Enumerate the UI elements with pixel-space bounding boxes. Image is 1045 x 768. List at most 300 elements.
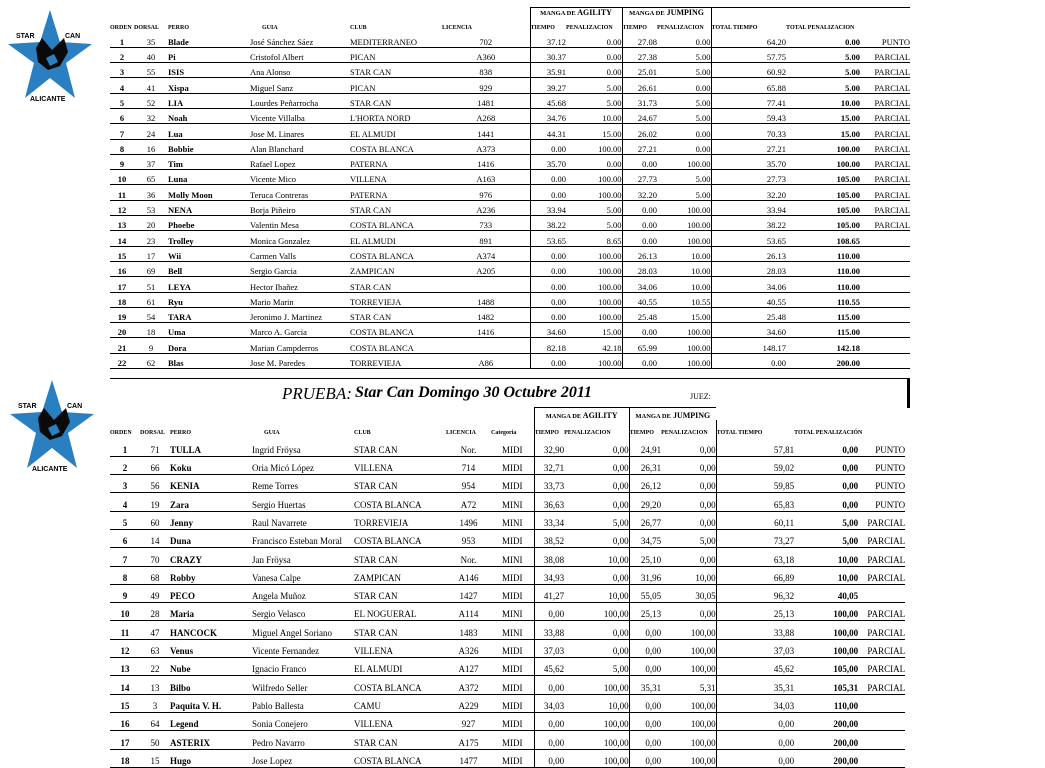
agility-tiempo-cell: 37.12 xyxy=(530,32,566,47)
total-tiempo-cell: 0,00 xyxy=(716,749,794,767)
agility-tiempo-cell: 33,88 xyxy=(534,621,564,639)
agility-tiempo-cell: 34,93 xyxy=(534,566,564,584)
jumping-pen-cell: 10.55 xyxy=(657,292,711,307)
orden-cell: 1 xyxy=(110,438,140,456)
guia-cell: Vanesa Calpe xyxy=(252,566,354,584)
categoria-cell: MIDI xyxy=(491,731,534,749)
calificacion-cell: PARCIAL xyxy=(860,139,910,154)
dorsal-cell: 52 xyxy=(134,93,168,108)
jumping-tiempo-cell: 0.00 xyxy=(622,353,657,368)
total-pen-cell: 5,00 xyxy=(794,511,858,529)
table-row xyxy=(110,32,910,47)
dorsal-cell: 49 xyxy=(140,584,170,602)
table-row xyxy=(110,511,905,529)
orden-cell: 2 xyxy=(110,456,140,474)
jumping-pen-cell: 100.00 xyxy=(657,338,711,353)
calificacion-cell: PARCIAL xyxy=(860,200,910,215)
categoria-cell: MINI xyxy=(491,548,534,566)
guia-cell: Jan Fröysa xyxy=(252,548,354,566)
table-row xyxy=(110,731,905,749)
orden-cell: 16 xyxy=(110,712,140,730)
calificacion-cell: PUNTO xyxy=(858,456,905,474)
agility-pen-cell: 100,00 xyxy=(564,731,629,749)
calificacion-cell: PARCIAL xyxy=(858,548,905,566)
col-jumping-pen: PENALIZACION xyxy=(657,25,704,31)
total-pen-cell: 110.00 xyxy=(786,246,860,261)
agility-pen-cell: 100.00 xyxy=(566,261,622,276)
col-jumping-tiempo: TIEMPO xyxy=(622,17,657,32)
licencia-cell: A360 xyxy=(442,47,530,62)
guia-cell: Marian Campderros xyxy=(250,338,350,353)
total-pen-cell: 142.18 xyxy=(786,338,860,353)
perro-cell: Phoebe xyxy=(168,216,250,231)
perro-cell: CRAZY xyxy=(170,548,252,566)
table-row xyxy=(110,78,910,93)
jumping-tiempo-cell: 26,77 xyxy=(629,511,661,529)
dorsal-cell: 47 xyxy=(140,621,170,639)
agility-tiempo-cell: 0.00 xyxy=(530,170,566,185)
agility-tiempo-cell: 35.70 xyxy=(530,154,566,169)
agility-tiempo-cell: 0.00 xyxy=(530,307,566,322)
agility-tiempo-cell: 0,00 xyxy=(534,749,564,767)
guia-cell: Pablo Ballesta xyxy=(252,694,354,712)
dorsal-cell: 65 xyxy=(134,170,168,185)
guia-cell: Jeronimo J. Martinez xyxy=(250,307,350,322)
total-pen-cell: 100,00 xyxy=(794,639,858,657)
club-cell: VILLENA xyxy=(350,170,442,185)
star-logo-icon xyxy=(10,378,95,473)
agility-tiempo-cell: 35.91 xyxy=(530,63,566,78)
col-licencia: LICENCIA xyxy=(446,430,477,436)
results-table-2-block xyxy=(110,407,905,768)
total-pen-cell: 5.00 xyxy=(786,47,860,62)
jumping-tiempo-cell: 34.06 xyxy=(622,277,657,292)
perro-cell: Paquita V. H. xyxy=(170,694,252,712)
col-agility-tiempo: TIEMPO xyxy=(530,17,566,32)
jumping-pen-cell: 0,00 xyxy=(661,511,716,529)
club-cell: CAMU xyxy=(354,694,446,712)
club-cell: STAR CAN xyxy=(354,584,446,602)
guia-cell: Sonia Conejero xyxy=(252,712,354,730)
total-pen-cell: 105,31 xyxy=(794,676,858,694)
orden-cell: 4 xyxy=(110,493,140,511)
col-total-pen: TOTAL PENALIZACIÓN xyxy=(794,430,863,436)
total-tiempo-cell: 35,31 xyxy=(716,676,794,694)
guia-cell: Wilfredo Seller xyxy=(252,676,354,694)
dorsal-cell: 41 xyxy=(134,78,168,93)
total-tiempo-cell: 59,02 xyxy=(716,456,794,474)
col-club: CLUB xyxy=(354,430,371,436)
guia-cell: Mario Marin xyxy=(250,292,350,307)
agility-pen-cell: 100,00 xyxy=(564,749,629,767)
total-tiempo-cell: 0,00 xyxy=(716,731,794,749)
jumping-tiempo-cell: 26.02 xyxy=(622,124,657,139)
guia-cell: Reme Torres xyxy=(252,475,354,493)
dorsal-cell: 22 xyxy=(140,658,170,676)
col-perro: PERRO xyxy=(170,430,191,436)
licencia-cell: A372 xyxy=(446,676,491,694)
orden-cell: 9 xyxy=(110,584,140,602)
jumping-tiempo-cell: 24.67 xyxy=(622,108,657,123)
dorsal-cell: 17 xyxy=(134,246,168,261)
club-cell: ZAMPICAN xyxy=(350,261,442,276)
guia-cell: Sergio Garcia xyxy=(250,261,350,276)
jumping-tiempo-cell: 27.21 xyxy=(622,139,657,154)
total-tiempo-cell: 40.55 xyxy=(711,292,786,307)
orden-cell: 6 xyxy=(110,108,134,123)
calificacion-cell: PARCIAL xyxy=(858,566,905,584)
total-tiempo-cell: 34.06 xyxy=(711,277,786,292)
table-row xyxy=(110,529,905,547)
categoria-cell: MIDI xyxy=(491,475,534,493)
orden-cell: 3 xyxy=(110,63,134,78)
dorsal-cell: 62 xyxy=(134,353,168,368)
total-tiempo-cell: 60.92 xyxy=(711,63,786,78)
calificacion-cell: PUNTO xyxy=(858,438,905,456)
club-cell: PATERNA xyxy=(350,185,442,200)
calificacion-cell: PUNTO xyxy=(858,493,905,511)
orden-cell: 15 xyxy=(110,246,134,261)
total-tiempo-cell: 64.20 xyxy=(711,32,786,47)
svg-text:CAN: CAN xyxy=(65,33,81,40)
total-pen-cell: 108.65 xyxy=(786,231,860,246)
table-row xyxy=(110,621,905,639)
agility-tiempo-cell: 33.94 xyxy=(530,200,566,215)
calificacion-cell: PARCIAL xyxy=(858,603,905,621)
guia-cell: Oria Micó López xyxy=(252,456,354,474)
licencia-cell: 1427 xyxy=(446,584,491,602)
perro-cell: Robby xyxy=(170,566,252,584)
perro-cell: Noah xyxy=(168,108,250,123)
licencia-cell: 1441 xyxy=(442,124,530,139)
agility-group-header: MANGA DE AGILITY xyxy=(530,8,622,18)
jumping-tiempo-cell: 27.38 xyxy=(622,47,657,62)
guia-cell: Vicente Mico xyxy=(250,170,350,185)
prueba-label: PRUEBA: xyxy=(282,384,352,403)
agility-tiempo-cell: 34.76 xyxy=(530,108,566,123)
agility-tiempo-cell: 38,52 xyxy=(534,529,564,547)
total-pen-cell: 110.55 xyxy=(786,292,860,307)
categoria-cell: MIDI xyxy=(491,694,534,712)
agility-pen-cell: 0,00 xyxy=(564,639,629,657)
jumping-tiempo-cell: 25.01 xyxy=(622,63,657,78)
jumping-pen-cell: 0,00 xyxy=(661,548,716,566)
licencia-cell: 954 xyxy=(446,475,491,493)
table-row xyxy=(110,712,905,730)
licencia-cell: Nor. xyxy=(446,548,491,566)
perro-cell: Luna xyxy=(168,170,250,185)
guia-cell: Jose M. Linares xyxy=(250,124,350,139)
categoria-cell: MIDI xyxy=(491,749,534,767)
agility-tiempo-cell: 0,00 xyxy=(534,676,564,694)
agility-pen-cell: 5,00 xyxy=(564,511,629,529)
agility-pen-cell: 100.00 xyxy=(566,170,622,185)
calificacion-cell: PARCIAL xyxy=(858,511,905,529)
table-row xyxy=(110,139,910,154)
calificacion-cell xyxy=(858,731,905,749)
jumping-tiempo-cell: 26.13 xyxy=(622,246,657,261)
club-cell: COSTA BLANCA xyxy=(354,529,446,547)
orden-cell: 22 xyxy=(110,353,134,368)
guia-cell: Ana Alonso xyxy=(250,63,350,78)
svg-text:STAR: STAR xyxy=(16,33,35,40)
table-row xyxy=(110,63,910,78)
col-licencia: LICENCIA xyxy=(442,25,473,31)
calificacion-cell: PARCIAL xyxy=(860,154,910,169)
total-pen-cell: 105.00 xyxy=(786,216,860,231)
jumping-tiempo-cell: 0.00 xyxy=(622,200,657,215)
agility-tiempo-cell: 0,00 xyxy=(534,712,564,730)
licencia-cell: A268 xyxy=(442,108,530,123)
guia-cell: Pedro Navarro xyxy=(252,731,354,749)
dorsal-cell: 15 xyxy=(140,749,170,767)
jumping-tiempo-cell: 26,12 xyxy=(629,475,661,493)
club-cell: VILLENA xyxy=(354,712,446,730)
licencia-cell: Nor. xyxy=(446,438,491,456)
total-pen-cell: 115.00 xyxy=(786,307,860,322)
club-cell: STAR CAN xyxy=(354,621,446,639)
club-cell: EL NOGUERAL xyxy=(354,603,446,621)
club-cell: EL ALMUDI xyxy=(350,231,442,246)
table-row xyxy=(110,246,910,261)
table-row xyxy=(110,200,910,215)
total-tiempo-cell: 33.94 xyxy=(711,200,786,215)
club-cell: STAR CAN xyxy=(354,438,446,456)
licencia-cell: 702 xyxy=(442,32,530,47)
guia-cell: Teruca Contreras xyxy=(250,185,350,200)
licencia-cell: 1416 xyxy=(442,154,530,169)
orden-cell: 8 xyxy=(110,139,134,154)
total-tiempo-cell: 148.17 xyxy=(711,338,786,353)
perro-cell: Hugo xyxy=(170,749,252,767)
total-pen-cell: 200,00 xyxy=(794,731,858,749)
jumping-pen-cell: 10.00 xyxy=(657,246,711,261)
jumping-tiempo-cell: 0.00 xyxy=(622,216,657,231)
total-tiempo-cell: 0,00 xyxy=(716,712,794,730)
jumping-pen-cell: 0,00 xyxy=(661,456,716,474)
col-dorsal: DORSAL xyxy=(134,25,160,31)
agility-tiempo-cell: 45,62 xyxy=(534,658,564,676)
categoria-cell: MIDI xyxy=(491,658,534,676)
perro-cell: Nube xyxy=(170,658,252,676)
orden-cell: 5 xyxy=(110,93,134,108)
jumping-tiempo-cell: 29,20 xyxy=(629,493,661,511)
licencia-cell: 1488 xyxy=(442,292,530,307)
jumping-tiempo-cell: 24,91 xyxy=(629,438,661,456)
table-row xyxy=(110,749,905,767)
jumping-pen-cell: 100.00 xyxy=(657,323,711,338)
table-row xyxy=(110,548,905,566)
total-pen-cell: 0,00 xyxy=(794,475,858,493)
jumping-tiempo-cell: 28.03 xyxy=(622,261,657,276)
calificacion-cell: PARCIAL xyxy=(860,185,910,200)
guia-cell: Borja Piñeiro xyxy=(250,200,350,215)
orden-cell: 18 xyxy=(110,292,134,307)
jumping-pen-cell: 30,05 xyxy=(661,584,716,602)
orden-cell: 3 xyxy=(110,475,140,493)
calificacion-cell xyxy=(858,694,905,712)
dorsal-cell: 13 xyxy=(140,676,170,694)
total-pen-cell: 10,00 xyxy=(794,548,858,566)
jumping-pen-cell: 15.00 xyxy=(657,307,711,322)
prueba-header xyxy=(110,378,910,408)
total-pen-cell: 100,00 xyxy=(794,621,858,639)
total-tiempo-cell: 34,03 xyxy=(716,694,794,712)
guia-cell: Alan Blanchard xyxy=(250,139,350,154)
table-row xyxy=(110,639,905,657)
total-tiempo-cell: 38.22 xyxy=(711,216,786,231)
agility-pen-cell: 0,00 xyxy=(564,529,629,547)
orden-cell: 9 xyxy=(110,154,134,169)
agility-tiempo-cell: 44.31 xyxy=(530,124,566,139)
licencia-cell: 1482 xyxy=(442,307,530,322)
jumping-pen-cell: 5.00 xyxy=(657,63,711,78)
jumping-pen-cell: 100,00 xyxy=(661,639,716,657)
results-table-2 xyxy=(110,407,905,768)
table-row xyxy=(110,694,905,712)
starcan-logo-bottom xyxy=(10,378,95,473)
licencia-cell: 714 xyxy=(446,456,491,474)
agility-pen-cell: 0,00 xyxy=(564,475,629,493)
agility-pen-cell: 5,00 xyxy=(564,658,629,676)
agility-tiempo-cell: 30.37 xyxy=(530,47,566,62)
orden-cell: 11 xyxy=(110,185,134,200)
jumping-pen-cell: 5.00 xyxy=(657,108,711,123)
agility-pen-cell: 0,00 xyxy=(564,438,629,456)
perro-cell: Ryu xyxy=(168,292,250,307)
guia-cell: Valentin Mesa xyxy=(250,216,350,231)
jumping-tiempo-cell: 25.48 xyxy=(622,307,657,322)
perro-cell: Bobbie xyxy=(168,139,250,154)
licencia-cell: A72 xyxy=(446,493,491,511)
perro-cell: Bilbo xyxy=(170,676,252,694)
orden-cell: 21 xyxy=(110,338,134,353)
jumping-tiempo-cell: 0,00 xyxy=(629,694,661,712)
total-pen-cell: 15.00 xyxy=(786,124,860,139)
agility-tiempo-cell: 0.00 xyxy=(530,353,566,368)
perro-cell: NENA xyxy=(168,200,250,215)
svg-text:ALICANTE: ALICANTE xyxy=(30,96,66,103)
calificacion-cell xyxy=(860,307,910,322)
perro-cell: Jenny xyxy=(170,511,252,529)
licencia-cell: A114 xyxy=(446,603,491,621)
club-cell: TORREVIEJA xyxy=(354,511,446,529)
categoria-cell: MINI xyxy=(491,493,534,511)
calificacion-cell: PARCIAL xyxy=(860,47,910,62)
guia-cell: Sergio Huertas xyxy=(252,493,354,511)
jumping-tiempo-cell: 26,31 xyxy=(629,456,661,474)
total-pen-cell: 100.00 xyxy=(786,154,860,169)
jumping-tiempo-cell: 0.00 xyxy=(622,323,657,338)
jumping-pen-cell: 100.00 xyxy=(657,231,711,246)
jumping-pen-cell: 0.00 xyxy=(657,124,711,139)
club-cell: VILLENA xyxy=(354,456,446,474)
total-tiempo-cell: 33,88 xyxy=(716,621,794,639)
jumping-pen-cell: 100,00 xyxy=(661,621,716,639)
perro-cell: LEYA xyxy=(168,277,250,292)
dorsal-cell: 60 xyxy=(140,511,170,529)
licencia-cell: 733 xyxy=(442,216,530,231)
orden-cell: 6 xyxy=(110,529,140,547)
total-tiempo-cell: 63,18 xyxy=(716,548,794,566)
jumping-tiempo-cell: 25,13 xyxy=(629,603,661,621)
total-pen-cell: 0,00 xyxy=(794,493,858,511)
perro-cell: ISIS xyxy=(168,63,250,78)
jumping-pen-cell: 0,00 xyxy=(661,438,716,456)
table-row xyxy=(110,47,910,62)
club-cell: COSTA BLANCA xyxy=(350,246,442,261)
calificacion-cell: PARCIAL xyxy=(860,216,910,231)
licencia-cell: 1483 xyxy=(446,621,491,639)
total-tiempo-cell: 25,13 xyxy=(716,603,794,621)
dorsal-cell: 66 xyxy=(140,456,170,474)
dorsal-cell: 50 xyxy=(140,731,170,749)
perro-cell: Uma xyxy=(168,323,250,338)
jumping-pen-cell: 100.00 xyxy=(657,200,711,215)
licencia-cell: A205 xyxy=(442,261,530,276)
orden-cell: 7 xyxy=(110,548,140,566)
jumping-pen-cell: 100.00 xyxy=(657,353,711,368)
col-perro: PERRO xyxy=(168,25,189,31)
dorsal-cell: 16 xyxy=(134,139,168,154)
orden-cell: 15 xyxy=(110,694,140,712)
dorsal-cell: 40 xyxy=(134,47,168,62)
calificacion-cell xyxy=(860,292,910,307)
agility-tiempo-cell: 32,90 xyxy=(534,438,564,456)
dorsal-cell: 32 xyxy=(134,108,168,123)
guia-cell: Francisco Esteban Moral xyxy=(252,529,354,547)
calificacion-cell: PUNTO xyxy=(858,475,905,493)
total-tiempo-cell: 73,27 xyxy=(716,529,794,547)
prueba-title: Star Can Domingo 30 Octubre 2011 xyxy=(355,384,592,401)
club-cell: PICAN xyxy=(350,47,442,62)
club-cell: COSTA BLANCA xyxy=(350,139,442,154)
orden-cell: 17 xyxy=(110,277,134,292)
perro-cell: PECO xyxy=(170,584,252,602)
jumping-tiempo-cell: 0,00 xyxy=(629,712,661,730)
perro-cell: Duna xyxy=(170,529,252,547)
agility-tiempo-cell: 38.22 xyxy=(530,216,566,231)
dorsal-cell: 71 xyxy=(140,438,170,456)
orden-cell: 12 xyxy=(110,639,140,657)
total-pen-cell: 0,00 xyxy=(794,456,858,474)
agility-pen-cell: 10,00 xyxy=(564,548,629,566)
jumping-pen-cell: 0,00 xyxy=(661,493,716,511)
total-pen-cell: 200.00 xyxy=(786,353,860,368)
total-pen-cell: 5.00 xyxy=(786,78,860,93)
perro-cell: Molly Moon xyxy=(168,185,250,200)
orden-cell: 8 xyxy=(110,566,140,584)
col-orden: ORDEN xyxy=(110,25,132,31)
calificacion-cell: PARCIAL xyxy=(858,621,905,639)
perro-cell: Koku xyxy=(170,456,252,474)
calificacion-cell xyxy=(860,338,910,353)
jumping-pen-cell: 100,00 xyxy=(661,658,716,676)
dorsal-cell: 18 xyxy=(134,323,168,338)
table-row xyxy=(110,93,910,108)
jumping-tiempo-cell: 34,75 xyxy=(629,529,661,547)
agility-tiempo-cell: 36,63 xyxy=(534,493,564,511)
total-tiempo-cell: 27.73 xyxy=(711,170,786,185)
jumping-tiempo-cell: 0,00 xyxy=(629,749,661,767)
licencia-cell xyxy=(442,277,530,292)
orden-cell: 17 xyxy=(110,731,140,749)
dorsal-cell: 70 xyxy=(140,548,170,566)
calificacion-cell: PARCIAL xyxy=(860,108,910,123)
table-row xyxy=(110,658,905,676)
jumping-tiempo-cell: 0.00 xyxy=(622,231,657,246)
calificacion-cell xyxy=(860,261,910,276)
